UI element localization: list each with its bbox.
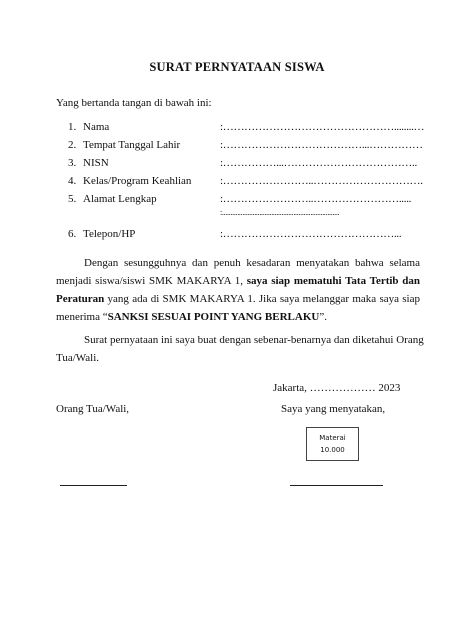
place-date: Jakarta, ……………… 2023 xyxy=(273,382,401,394)
closing-paragraph xyxy=(56,331,424,367)
field-label: Nama xyxy=(83,121,110,133)
stamp-label: Materai xyxy=(319,434,346,442)
fill-in-blank: :…………………………………………... xyxy=(220,228,402,240)
field-row-birth xyxy=(68,139,428,153)
fill-in-blank: :……………...……………………………….. xyxy=(220,157,417,169)
parent-signature-label: Orang Tua/Wali, xyxy=(56,403,130,415)
stamp-value: 10.000 xyxy=(320,446,345,454)
declarant-signature-line xyxy=(290,485,383,486)
statement-line: Peraturan yang ada di SMK MAKARYA 1. Jika saya melanggar maka saya siap xyxy=(56,293,420,305)
field-label: Tempat Tanggal Lahir xyxy=(83,139,181,151)
field-number: 5. xyxy=(68,193,77,205)
closing-line: Tua/Wali. xyxy=(56,352,100,364)
field-row-address-continued xyxy=(68,208,428,222)
fill-in-blank: :..................................................................... xyxy=(220,208,340,217)
statement-paragraph xyxy=(56,254,420,326)
field-number: 3. xyxy=(68,157,77,169)
fill-in-blank: :…………………………………………........… xyxy=(220,121,425,133)
fill-in-blank: :…………………………………...…………… xyxy=(220,139,423,151)
closing-line: Surat pernyataan ini saya buat dengan sebenar-benarnya dan diketahui Orang xyxy=(84,334,424,346)
statement-line: menerima “SANKSI SESUAI POINT YANG BERLAKU”. xyxy=(56,311,327,323)
field-label: Telepon/HP xyxy=(83,228,136,240)
field-row-address xyxy=(68,193,428,207)
field-number: 2. xyxy=(68,139,77,151)
field-label: Kelas/Program Keahlian xyxy=(83,175,192,187)
document-title: SURAT PERNYATAAN SISWA xyxy=(149,60,325,74)
field-label: NISN xyxy=(83,157,109,169)
field-number: 1. xyxy=(68,121,77,133)
field-row-phone xyxy=(68,228,428,242)
parent-signature-line xyxy=(60,485,127,486)
fill-in-blank: :……………………..…………………………. xyxy=(220,175,423,187)
field-row-name xyxy=(68,121,428,135)
statement-line: Dengan sesungguhnya dan penuh kesadaran menyatakan bahwa selama xyxy=(84,257,420,269)
intro-text: Yang bertanda tangan di bawah ini: xyxy=(56,97,212,109)
duty-stamp-box xyxy=(306,427,359,461)
declarant-signature-label: Saya yang menyatakan, xyxy=(281,403,386,415)
fill-in-blank: :……………………..……………………..... xyxy=(220,193,412,205)
field-number: 6. xyxy=(68,228,77,240)
field-row-class xyxy=(68,175,428,189)
field-label: Alamat Lengkap xyxy=(83,193,157,205)
field-number: 4. xyxy=(68,175,77,187)
field-row-nisn xyxy=(68,157,428,171)
statement-line: menjadi siswa/siswi SMK MAKARYA 1, saya siap mematuhi Tata Tertib dan xyxy=(56,275,421,287)
